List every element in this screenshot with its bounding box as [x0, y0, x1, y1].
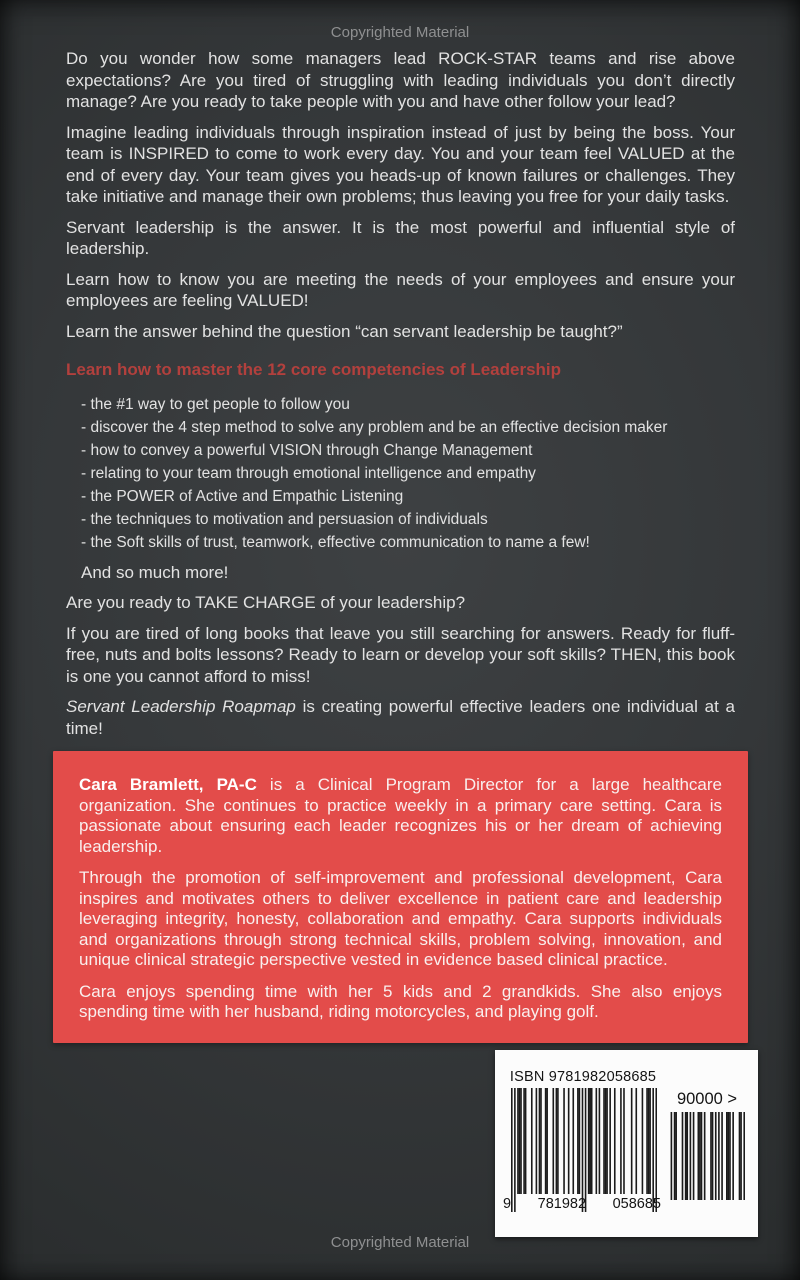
author-bio-paragraph-1 [79, 775, 722, 857]
barcode-panel [495, 1050, 758, 1237]
author-bio-paragraph-2: Through the promotion of self-improvement and professional development, Cara inspires and motivates others to deliver excellence in patient care and leadership leveraging integrity, honesty, collaboration and empathy. Cara supports individuals and organizations through strong technical skills, problem solving, innovation, and unique clinical strategic perspective vested in evidence based clinical practice. [79, 868, 722, 969]
competencies-heading: Learn how to master the 12 core competencies of Leadership [66, 360, 562, 379]
isbn-digit-group: 058685 [612, 1196, 661, 1212]
intro-paragraph-5: Learn the answer behind the question “can servant leadership be taught?” [66, 321, 623, 341]
competencies-list [81, 393, 735, 554]
isbn-digits [503, 1196, 661, 1212]
price-code: 90000 > [676, 1090, 738, 1108]
list-item: - the POWER of Active and Empathic Listening [81, 487, 404, 505]
intro-paragraph-2: Imagine leading individuals through inspiration instead of just by being the boss. Your team is INSPIRED to come to work every day. You and your team feel VALUED at the end of every day. Your team gives you heads-up of known failures or challenges. They take initiative and manage their own problems; thus leaving you free for your daily tasks. [66, 122, 735, 206]
cta-paragraph: Are you ready to TAKE CHARGE of your leadership? [66, 593, 466, 612]
isbn-label: ISBN 9781982058685 [509, 1069, 657, 1085]
list-item: - how to convey a powerful VISION through Change Management [81, 441, 533, 459]
copyright-notice-top: Copyrighted Material [330, 24, 470, 41]
isbn-digit-group: 9 [503, 1196, 512, 1212]
price-barcode [669, 1112, 745, 1200]
pitch-paragraph: If you are tired of long books that leave you still searching for answers. Ready for fluff-free, nuts and bolts lessons? Ready to learn or develop your soft skills? THEN, this book is one you cannot afford to miss! [66, 623, 735, 686]
more-line: And so much more! [81, 562, 229, 582]
list-item: - the Soft skills of trust, teamwork, effective communication to name a few! [81, 533, 590, 551]
list-item: - discover the 4 step method to solve any problem and be an effective decision maker [81, 418, 668, 436]
copyright-notice-bottom: Copyrighted Material [330, 1234, 470, 1251]
intro-paragraph-4: Learn how to know you are meeting the needs of your employees and ensure your employees are feeling VALUED! [66, 269, 735, 310]
list-item: - the #1 way to get people to follow you [81, 395, 350, 413]
ean13-barcode [511, 1088, 657, 1212]
author-bio-paragraph-3: Cara enjoys spending time with her 5 kids and 2 grandkids. She also enjoys spending time with her husband, riding motorcycles, and playing golf. [79, 981, 722, 1021]
isbn-digit-group: 781982 [537, 1196, 587, 1212]
author-bio-paragraph-1-rest: is a Clinical Program Director for a large healthcare organization. She continues to practice weekly in a primary care setting. Cara is passionate about ensuring each leader recognizes his or her dream of achieving leadership. [79, 775, 722, 856]
book-title-italic: Servant Leadership Roapmap [66, 697, 296, 716]
author-name: Cara Bramlett, PA-C [79, 775, 257, 794]
closing-paragraph [66, 696, 735, 739]
intro-paragraph-3: Servant leadership is the answer. It is the most powerful and influential style of leadership. [66, 217, 735, 258]
author-bio-box [53, 751, 748, 1043]
closing-paragraph-rest: is creating powerful effective leaders one individual at a time! [66, 697, 735, 738]
intro-paragraph-1: Do you wonder how some managers lead ROCK-STAR teams and rise above expectations? Are you tired of struggling with leading individuals you don’t directly manage? Are you ready to take people with you and have other follow your lead? [66, 49, 735, 111]
list-item: - the techniques to motivation and persuasion of individuals [81, 510, 488, 528]
list-item: - relating to your team through emotional intelligence and empathy [81, 464, 536, 482]
back-cover-text [66, 48, 735, 1043]
